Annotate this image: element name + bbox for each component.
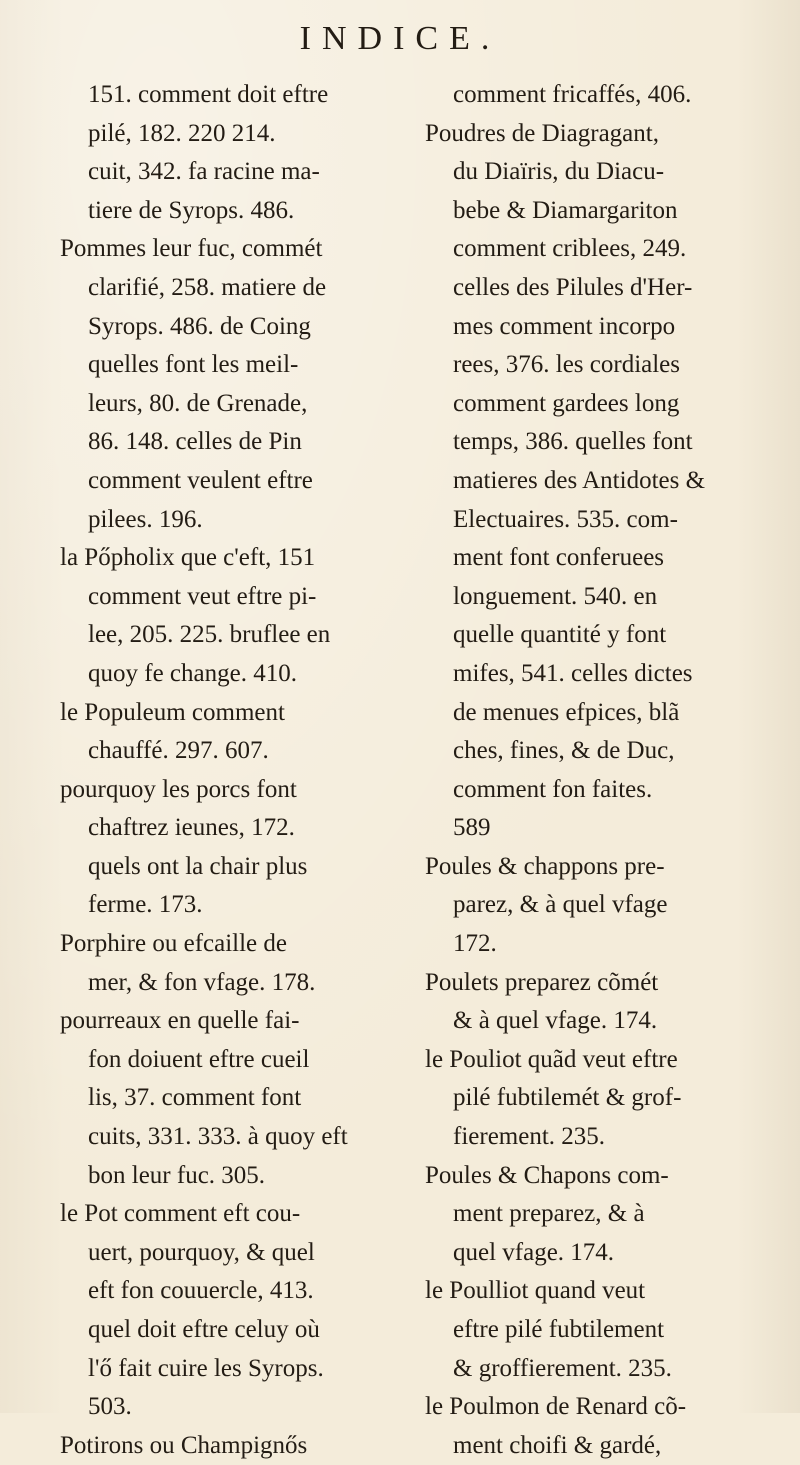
index-line: Poules & Chapons com- <box>425 1161 669 1189</box>
index-line: Porphire ou efcaille de <box>60 930 287 958</box>
index-line: pilees. 196. <box>88 505 203 533</box>
index-line: comment veut eftre pi- <box>88 582 317 610</box>
index-line: Syrops. 486. de Coing <box>88 312 311 340</box>
index-line: eft fon couuercle, 413. <box>88 1277 314 1305</box>
index-line: quoy fe change. 410. <box>88 659 297 687</box>
index-line: Poudres de Diagragant, <box>425 119 659 147</box>
index-line: le Poulmon de Renard cõ- <box>425 1393 687 1421</box>
index-line: quels ont la chair plus <box>88 852 308 880</box>
index-line: leurs, 80. de Grenade, <box>88 389 308 417</box>
index-line: fon doiuent eftre cueil <box>88 1045 310 1073</box>
index-line: le Poulliot quand veut <box>425 1277 646 1305</box>
index-line: longuement. 540. en <box>453 582 658 610</box>
index-line: ferme. 173. <box>88 891 203 919</box>
index-line: Poules & chappons pre- <box>425 852 665 880</box>
index-line: comment fon faites. <box>453 775 653 803</box>
index-line: 503. <box>88 1393 132 1421</box>
index-line: mer, & fon vfage. 178. <box>88 968 316 996</box>
index-line: ment font conferuees <box>453 544 665 572</box>
index-line: parez, & à quel vfage <box>453 891 668 919</box>
index-line: lee, 205. 225. bruflee en <box>88 621 331 649</box>
index-line: 86. 148. celles de Pin <box>88 428 302 456</box>
index-line: & à quel vfage. 174. <box>453 1007 658 1035</box>
index-line: bon leur fuc. 305. <box>88 1161 266 1189</box>
index-line: Potirons ou Champignős <box>60 1431 308 1459</box>
index-line: l'ő fait cuire les Syrops. <box>88 1354 324 1382</box>
index-line: cuits, 331. 333. à quoy eft <box>88 1123 348 1151</box>
index-line: & groffierement. 235. <box>453 1354 672 1382</box>
index-line: mifes, 541. celles dictes <box>453 659 693 687</box>
index-line: Pommes leur fuc, commét <box>60 235 323 263</box>
index-line: chaftrez ieunes, 172. <box>88 814 295 842</box>
right-index-column <box>425 76 777 1465</box>
index-line: fierement. 235. <box>453 1123 606 1151</box>
index-line: mes comment incorpo <box>453 312 676 340</box>
index-line: lis, 37. comment font <box>88 1084 302 1112</box>
index-line: uert, pourquoy, & quel <box>88 1238 315 1266</box>
index-line: cuit, 342. fa racine ma- <box>88 158 320 186</box>
index-line: eftre pilé fubtilement <box>453 1316 665 1343</box>
index-line: comment criblees, 249. <box>453 235 687 263</box>
index-line: le Populeum comment <box>60 698 285 726</box>
index-line: pourreaux en quelle fai- <box>60 1007 300 1035</box>
left-index-column <box>60 76 396 1465</box>
page-header: INDICE. <box>299 20 501 57</box>
index-line: 172. <box>453 930 497 958</box>
index-line: ches, fines, & de Duc, <box>453 737 675 765</box>
index-line: Electuaires. 535. com- <box>453 505 678 533</box>
index-line: Poulets preparez cõmét <box>425 968 659 996</box>
index-line: celles des Pilules d'Her- <box>453 273 693 301</box>
index-line: comment gardees long <box>453 389 680 417</box>
index-line: 151. comment doit eftre <box>88 81 329 108</box>
index-line: pourquoy les porcs font <box>60 775 297 803</box>
index-line: 589 <box>453 814 491 842</box>
index-line: rees, 376. les cordiales <box>453 351 681 379</box>
index-line: pilé fubtilemét & grof- <box>453 1084 682 1112</box>
index-line: pilé, 182. 220 214. <box>88 119 276 147</box>
index-line: temps, 386. quelles font <box>453 428 693 456</box>
index-line: comment veulent eftre <box>88 466 313 494</box>
index-line: le Pouliot quãd veut eftre <box>425 1045 678 1073</box>
index-line: chauffé. 297. 607. <box>88 737 269 765</box>
index-line: ment preparez, & à <box>453 1200 645 1228</box>
index-line: quelles font les meil- <box>88 351 299 379</box>
index-line: de menues efpices, blã <box>453 698 680 726</box>
index-line: le Pot comment eft cou- <box>60 1200 301 1228</box>
index-line: du Diaïris, du Diacu- <box>453 158 665 186</box>
index-line: quel doit eftre celuy où <box>88 1316 320 1343</box>
index-line: comment fricaffés, 406. <box>453 81 692 108</box>
index-line: quelle quantité y font <box>453 621 667 649</box>
index-line: matieres des Antidotes & <box>453 466 706 494</box>
index-line: la Pőpholix que c'eft, 151 <box>60 544 316 572</box>
index-line: quel vfage. 174. <box>453 1238 615 1266</box>
index-line: tiere de Syrops. 486. <box>88 196 295 224</box>
index-line: ment choifi & gardé, <box>453 1431 662 1459</box>
index-line: bebe & Diamargariton <box>453 196 678 224</box>
index-line: clarifié, 258. matiere de <box>88 273 327 301</box>
